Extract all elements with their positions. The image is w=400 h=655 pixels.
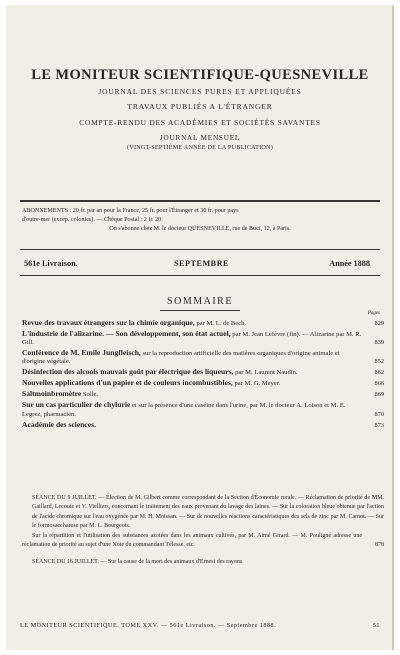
toc-entry[interactable] — [22, 390, 384, 399]
toc-entry-page: 869 — [374, 391, 384, 399]
issue-number: 561e Livraison. — [24, 258, 78, 268]
issue-row — [24, 256, 376, 270]
toc-entry[interactable] — [22, 319, 384, 328]
masthead-line-compte-rendu: COMPTE-RENDU DES ACADÉMIES ET SOCIÉTÉS SAVANTES — [79, 118, 321, 127]
toc-entry-page: 866 — [374, 380, 384, 388]
toc-entry[interactable] — [22, 401, 384, 418]
toc-entry-author: Solle. — [81, 391, 99, 399]
toc-entry-author: sur la reproduction artificielle des matières organiques d'origine animale et d'origine végétale. — [22, 350, 340, 366]
seance-page: 878 — [375, 542, 384, 549]
toc-entry-title: Académie des sciences. — [22, 419, 97, 429]
masthead-line-travaux: TRAVAUX PUBLIÉS A L'ÉTRANGER — [127, 102, 273, 111]
masthead — [6, 67, 394, 151]
toc-entry[interactable] — [22, 368, 384, 377]
toc-entry-author: par M. Laurent Naudin. — [233, 369, 298, 377]
toc-entry-page: 852 — [374, 358, 384, 366]
divider-rule — [20, 275, 380, 276]
subscription-line-2: d'outre-mer (excep. colonies). — Chèque Postal : 2 fr. 20 — [22, 217, 162, 223]
toc-entry-title: Conférence de M. Emile Jungfleisch, — [22, 348, 141, 358]
seance-text: Sur la répartition et l'utilisation des substances azotées dans les animaux cultivés, par M. Aimé Girard. — M. Pouligné adresse une réclamation de priorité au sujet d'une Note du commandant Télesse. — [22, 532, 362, 549]
toc-entry-page: 870 — [374, 410, 384, 418]
subscription-info — [22, 207, 378, 234]
toc-entry-title: Revue des travaux étrangers sur la chimie organique, — [22, 318, 195, 327]
seance-end: etc. — [186, 542, 195, 549]
toc-entry-page: 862 — [374, 369, 384, 377]
toc-entry-author: par M. Jean Lefèvre (fin). — Alizarine par M. R. Gill. — [22, 331, 362, 347]
subscription-line-3: On s'abonne chez M. le docteur QUESNEVILLE, rue de Buci, 12, à Paris. — [109, 226, 291, 232]
toc-entry-author: et sur la présence d'une caséine dans l'urine, par M. le docteur A. Loison et M. E. Legrez, pharmacien. — [22, 402, 346, 418]
toc-entry-page: 873 — [374, 421, 384, 429]
toc-entry-title: Nouvelles applications d'un papier et de couleurs incombustibles, — [22, 378, 233, 388]
sommaire-heading: SOMMAIRE — [167, 296, 233, 307]
seance-paragraph: SÉANCE DU 9 JUILLET. — Élection de M. Gilbert comme correspondant de la Section d'Économie rurale. — Réclamation de priorité de MM. Gaillard, Lecoute et V. Vielliers, concernant le traitement des eaux provenant du lavage des laines. — Sur la coloration bleue obtenue par l'action de l'acide chromique sur l'eau oxygénée par M. H. Moissan. — Sur de nouvelles réactions caractéristiques des sels de zinc par M. Carnot. — Sur le formosaccharose par M. L. Bourgeois. — [32, 495, 384, 530]
masthead-line-periodicity: JOURNAL MENSUEL — [159, 134, 241, 142]
toc-entry-author: par M. L. de Bech. — [194, 320, 247, 327]
toc-entry-page: 839 — [374, 339, 384, 347]
journal-title: LE MONITEUR SCIENTIFIQUE-QUESNEVILLE — [31, 67, 369, 83]
toc-entry-title: Sur un cas particulier de chylurie — [22, 400, 131, 410]
toc-entry[interactable] — [22, 379, 384, 388]
toc-entry-title: Saltmoinbromètre — [22, 389, 82, 399]
toc-entry[interactable] — [22, 421, 384, 430]
divider-rule — [20, 200, 380, 202]
issue-month: SEPTEMBRE — [174, 258, 230, 268]
journal-subtitle: JOURNAL DES SCIENCES PURES ET APPLIQUÉES — [98, 87, 302, 96]
sommaire-underline — [160, 310, 240, 311]
footer-running-head: LE MONITEUR SCIENTIFIQUE. TOME XXV. — 561e Livraison. — Septembre 1888. — [20, 622, 277, 629]
footer-page-number: 51 — [372, 622, 380, 629]
seances-summary — [22, 494, 384, 568]
toc-entry-title: L'industrie de l'alizarine. — Son développement, son état actuel, — [22, 329, 231, 338]
toc-entry[interactable] — [22, 349, 384, 366]
toc-entry[interactable] — [22, 330, 384, 347]
journal-page — [6, 5, 394, 650]
toc-entry-page: 829 — [374, 320, 384, 327]
table-of-contents — [22, 319, 384, 432]
divider-rule — [20, 249, 380, 250]
masthead-line-year: (VINGT-SEPTIÈME ANNÉE DE LA PUBLICATION) — [127, 144, 273, 151]
toc-entry-author: par M. G. Meyer. — [232, 380, 281, 388]
page-footer — [20, 622, 380, 629]
seance-paragraph: SÉANCE DU 16 JUILLET. — Sur la cause de la mort des animaux d'Ernest des rayons — [32, 559, 243, 566]
issue-year: Année 1888 — [329, 258, 370, 268]
seance-paragraph — [22, 532, 384, 551]
toc-entry-title: Désinfection des alcools mauvais goût par électrique des liqueurs, — [22, 367, 234, 377]
pages-column-label: Pages — [367, 311, 380, 316]
subscription-line-1: ABONNEMENTS : 20 fr. par an pour la France, 25 fr. pour l'Étranger et 30 fr. pour pays — [22, 208, 239, 214]
